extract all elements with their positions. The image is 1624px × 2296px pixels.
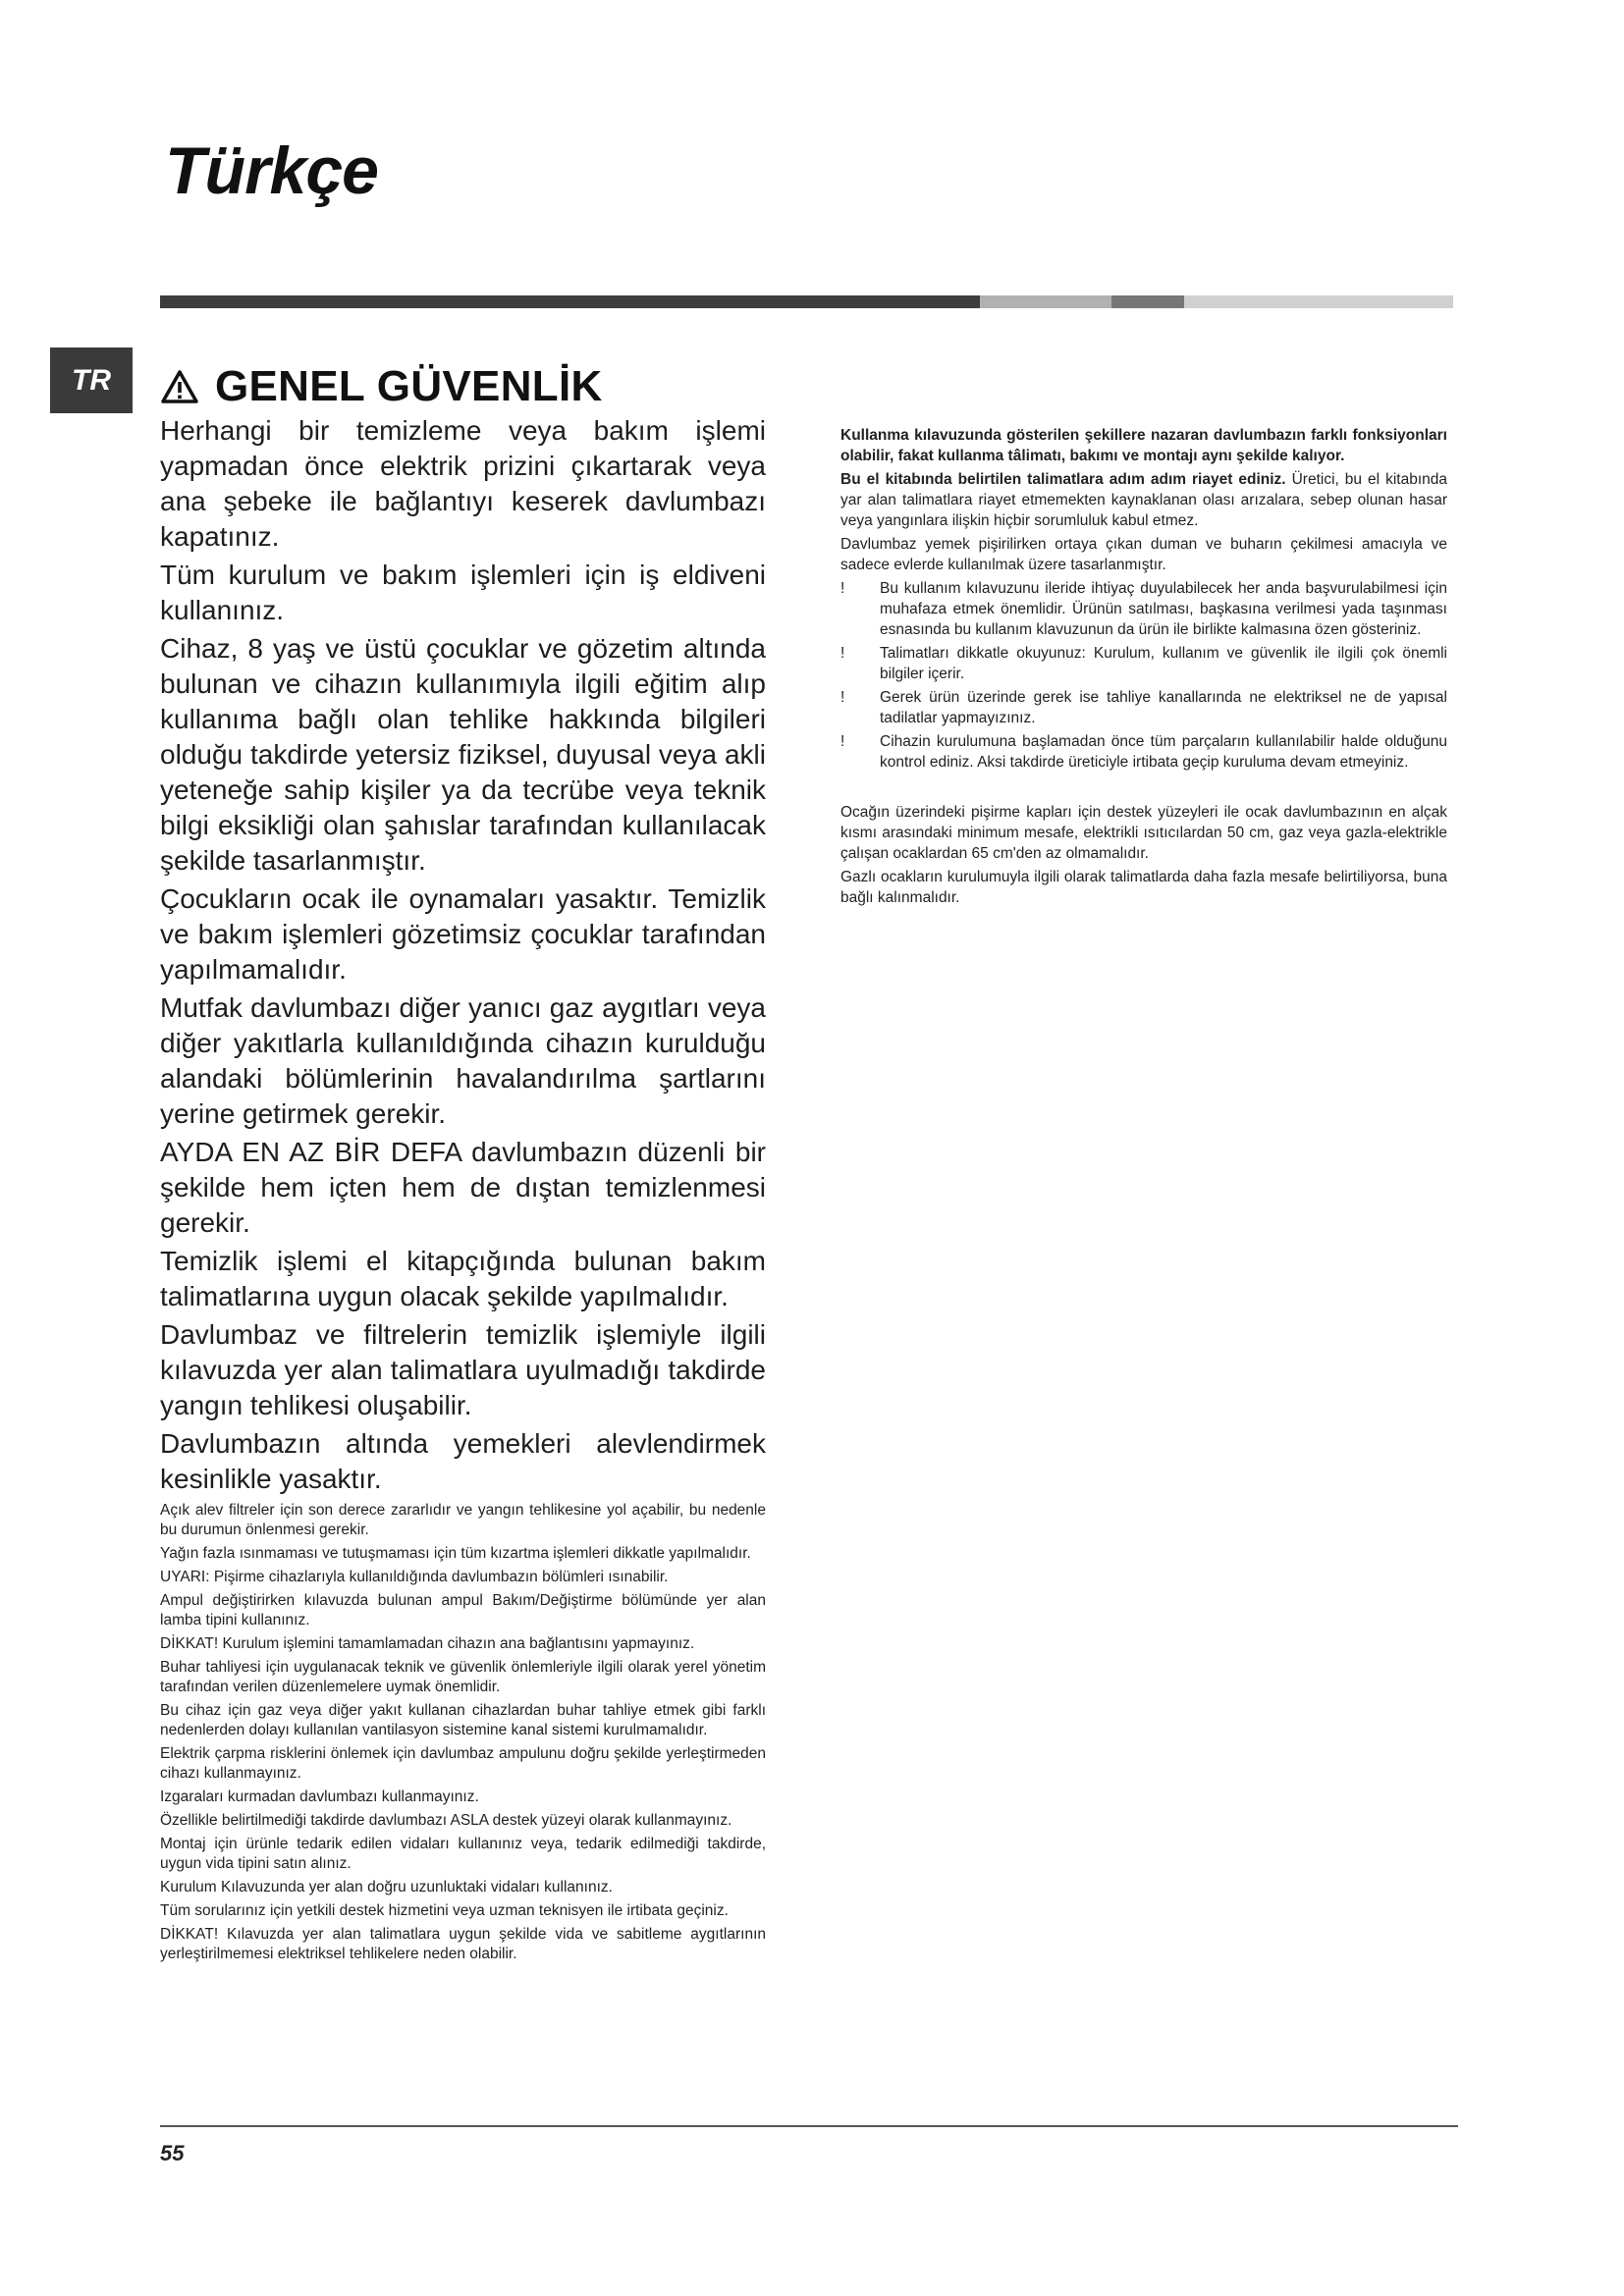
detail-paragraph: Ampul değiştirirken kılavuzda bulunan ampul Bakım/Değiştirme bölümünde yer alan lamba tipini kullanınız. (160, 1592, 766, 1629)
detail-paragraph: UYARI: Pişirme cihazlarıyla kullanıldığında davlumbazın bölümleri ısınabilir. (160, 1569, 669, 1585)
warning-list (840, 578, 1447, 773)
detail-paragraph: Özellikle belirtilmediği takdirde davlumbazı ASLA destek yüzeyi olarak kullanmayınız. (160, 1812, 732, 1829)
footer-divider (160, 2125, 1458, 2127)
safety-paragraph: Davlumbazın altında yemekleri alevlendirmek kesinlikle yasaktır. (160, 1428, 766, 1494)
list-item (840, 731, 1447, 773)
detail-paragraph: Tüm sorularınız için yetkili destek hizmetini veya uzman teknisyen ile irtibata geçiniz. (160, 1902, 729, 1919)
list-item (840, 578, 1447, 640)
list-item-text: Gerek ürün üzerinde gerek ise tahliye kanallarında ne elektriksel ne de yapısal tadilatlar yapmayızınız. (880, 689, 1447, 726)
detail-paragraph: Buhar tahliyesi için uygulanacak teknik ve güvenlik önlemleriyle ilgili olarak yerel yönetim tarafından verilen düzenlemelere uymak önemlidir. (160, 1659, 766, 1695)
safety-detail-text (160, 1501, 766, 1964)
exclamation-icon: ! (840, 645, 845, 662)
gas-hob-paragraph: Gazlı ocakların kurulumuyla ilgili olarak talimatlarda daha fazla mesafe belirtiliyorsa, buna bağlı kalınmalıdır. (840, 869, 1447, 906)
detail-paragraph: Montaj için ürünle tedarik edilen vidaları kullanınız veya, tedarik edilmediği takdirde, uygun vida tipini satın alınız. (160, 1836, 766, 1872)
header-bar-gray-segment (1111, 295, 1184, 308)
list-item (840, 643, 1447, 684)
safety-paragraph: Mutfak davlumbazı diğer yanıcı gaz aygıtları veya diğer yakıtlarla kullanıldığında cihazın kurulduğu alandaki bölümlerinin havalandırılma şartlarını yerine getirmek gerekir. (160, 992, 766, 1129)
right-column (840, 425, 1447, 911)
left-column (160, 362, 766, 1968)
exclamation-icon: ! (840, 689, 845, 706)
section-heading: GENEL GÜVENLİK (215, 362, 603, 410)
detail-paragraph: Bu cihaz için gaz veya diğer yakıt kullanan cihazlardan buhar tahliye etmek gibi farklı nedenlerden dolayı kullanılan vantilasyon sistemine kanal sistemi kurulmamalıdır. (160, 1702, 766, 1738)
detail-paragraph: Kurulum Kılavuzunda yer alan doğru uzunluktaki vidaları kullanınız. (160, 1879, 613, 1896)
detail-paragraph: DİKKAT! Kurulum işlemini tamamlamadan cihazın ana bağlantısını yapmayınız. (160, 1635, 695, 1652)
list-item-text: Talimatları dikkatle okuyunuz: Kurulum, kullanım ve güvenlik ile ilgili çok önemli bilgiler içerir. (880, 645, 1447, 682)
safety-paragraph: Temizlik işlemi el kitapçığında bulunan bakım talimatlarına uygun olacak şekilde yapılmalıdır. (160, 1246, 766, 1311)
detail-paragraph: Elektrik çarpma risklerini önlemek için davlumbaz ampulunu doğru şekilde yerleştirmeden cihazı kullanmayınız. (160, 1745, 766, 1782)
exclamation-icon: ! (840, 580, 845, 597)
intro-note: Kullanma kılavuzunda gösterilen şekillere nazaran davlumbazın farklı fonksiyonları olabilir, fakat kullanma tâlimatı, bakımı ve montajı aynı şekilde kalıyor. (840, 427, 1447, 464)
instructions-bold-lead: Bu el kitabında belirtilen talimatlara adım adım riayet ediniz. (840, 471, 1286, 488)
safety-main-text (160, 413, 766, 1497)
spacer (840, 776, 1447, 802)
instructions-paragraph (840, 469, 1447, 531)
header-bar-mid-segment (980, 295, 1111, 308)
page-number: 55 (160, 2141, 185, 2165)
detail-paragraph: Yağın fazla ısınmaması ve tutuşmaması için tüm kızartma işlemleri dikkatle yapılmalıdır. (160, 1545, 751, 1562)
detail-paragraph: Açık alev filtreler için son derece zararlıdır ve yangın tehlikesine yol açabilir, bu nedenle bu durumun önlenmesi gerekir. (160, 1502, 766, 1538)
warning-triangle-icon (160, 369, 199, 404)
header-color-bar (160, 295, 1453, 308)
distance-paragraph: Ocağın üzerindeki pişirme kapları için destek yüzeyleri ile ocak davlumbazının en alçak kısmı arasındaki minimum mesafe, elektrikli ısıtıcılardan 50 cm, gaz veya gazla-elektrikle çalışan ocaklardan 65 cm'den az olmamalıdır. (840, 804, 1447, 862)
detail-paragraph: Izgaraları kurmadan davlumbazı kullanmayınız. (160, 1789, 479, 1805)
safety-paragraph: Tüm kurulum ve bakım işlemleri için iş eldiveni kullanınız. (160, 560, 766, 625)
section-header (160, 362, 766, 411)
safety-paragraph: Herhangi bir temizleme veya bakım işlemi yapmadan önce elektrik prizini çıkartarak veya ana şebeke ile bağlantıyı keserek davlumbazı kapatınız. (160, 415, 766, 552)
page-title: Türkçe (165, 133, 378, 208)
language-tab: TR (50, 347, 133, 413)
safety-paragraph: AYDA EN AZ BİR DEFA davlumbazın düzenli bir şekilde hem içten hem de dıştan temizlenmesi gerekir. (160, 1137, 766, 1238)
intended-use-paragraph: Davlumbaz yemek pişirilirken ortaya çıkan duman ve buharın çekilmesi amacıyla ve sadece evlerde kullanılmak üzere tasarlanmıştır. (840, 536, 1447, 573)
exclamation-icon: ! (840, 733, 845, 750)
safety-paragraph: Cihaz, 8 yaş ve üstü çocuklar ve gözetim altında bulunan ve cihazın kullanımıyla ilgili eğitim alıp kullanıma bağlı olan tehlike hakkında bilgileri olduğu takdirde yetersiz fiziksel, duyusal veya akli yeteneğe sahip kişiler ya da tecrübe veya teknik bilgi eksikliği olan şahıslar tarafından kullanılacak şekilde tasarlanmıştır. (160, 633, 766, 876)
header-bar-light-segment (1184, 295, 1453, 308)
detail-paragraph: DİKKAT! Kılavuzda yer alan talimatlara uygun şekilde vida ve sabitleme aygıtlarının yerleştirilmemesi elektriksel tehlikelere neden olabilir. (160, 1926, 766, 1962)
list-item-text: Cihazin kurulumuna başlamadan önce tüm parçaların kullanılabilir halde olduğunu kontrol ediniz. Aksi takdirde üreticiyle irtibata geçip kuruluma devam etmeyiniz. (880, 733, 1447, 771)
safety-paragraph: Davlumbaz ve filtrelerin temizlik işlemiyle ilgili kılavuzda yer alan talimatlara uyulmadığı takdirde yangın tehlikesi oluşabilir. (160, 1319, 766, 1420)
safety-paragraph: Çocukların ocak ile oynamaları yasaktır. Temizlik ve bakım işlemleri gözetimsiz çocuklar tarafından yapılmamalıdır. (160, 883, 766, 985)
header-bar-dark-segment (160, 295, 980, 308)
list-item-text: Bu kullanım kılavuzunu ileride ihtiyaç duyulabilecek her anda başvurulabilmesi için muhafaza etmek önemlidir. Ürünün satılması, başkasına verilmesi yada taşınması esnasında bu kullanım klavuzunun da ürün ile birlikte kalmasına özen gösteriniz. (880, 580, 1447, 638)
instructions-rest: Üretici, bu el kitabında yar alan talimatlara riayet etmemekten kaynaklanan olası arızalara, sebep olunan hasar veya yangınlara ilişkin hiçbir sorumluluk kabul etmez. (840, 471, 1447, 529)
list-item (840, 687, 1447, 728)
